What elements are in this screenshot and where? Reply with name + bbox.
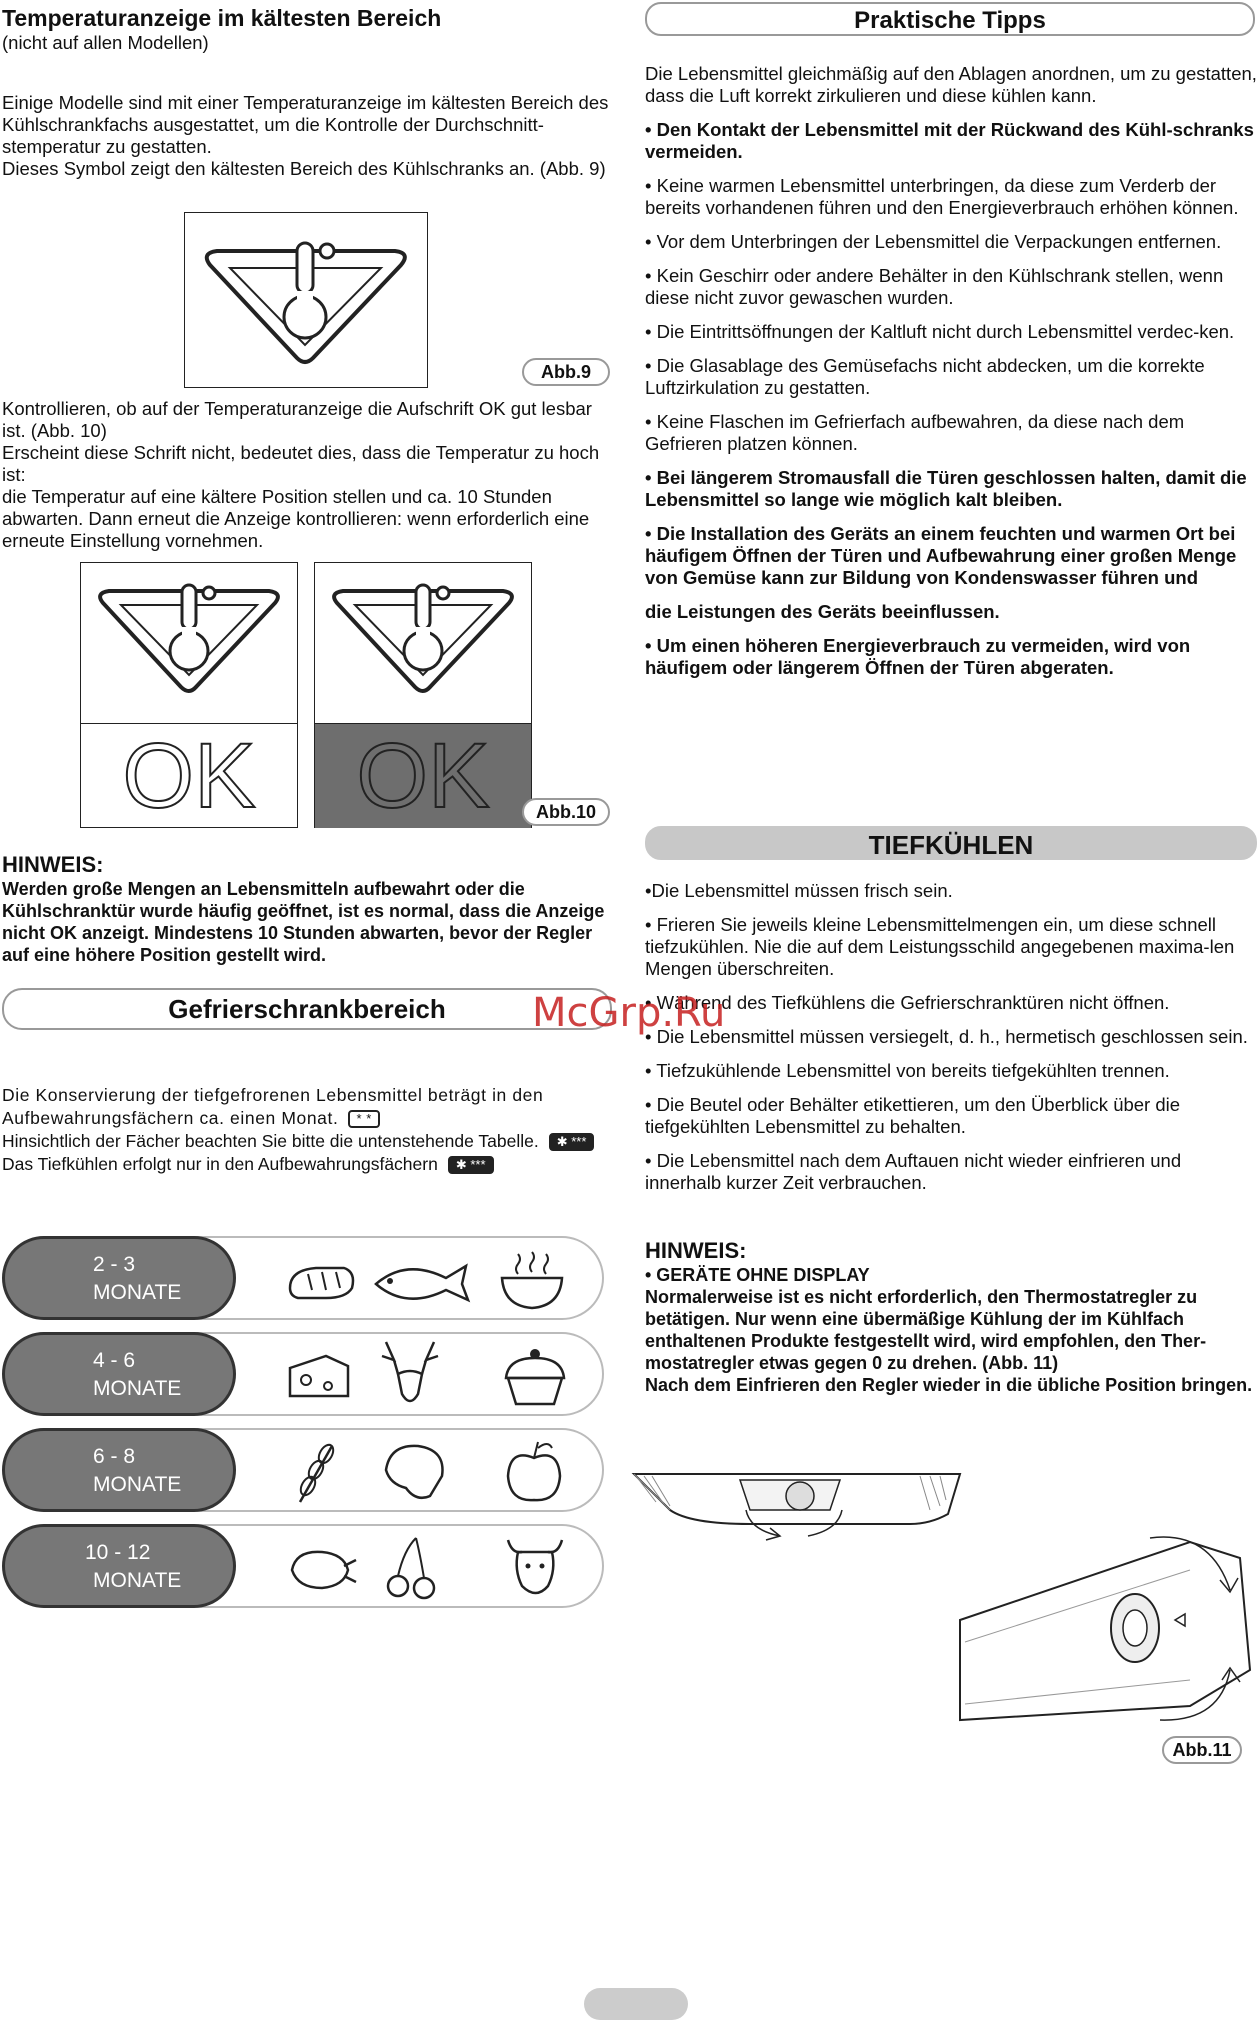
note-body: Normalerweise ist es nicht erforderlich, den Thermostatregler zu betätigen. Nur wenn eine übermäßige Kühlung der im Kühlfach enthaltenen Produkte festgestellt wird, wird empfohlen, den Ther-mostatregler etwas gegen 0 zu drehen. (Abb. 11): [645, 1287, 1207, 1373]
temperature-intro: [2, 92, 614, 180]
freezing-section-header: TIEFKÜHLEN: [645, 826, 1257, 860]
cold-zone-symbol-figure: [184, 212, 428, 388]
freeze-item: • Tiefzukühlende Lebensmittel von bereits tiefgekühlten trennen.: [645, 1060, 1170, 1081]
table-row: [4, 1524, 604, 1608]
four-star-icon: ✱ ***: [549, 1133, 595, 1151]
cherries-icon: [388, 1538, 434, 1598]
freeze-item: •Die Lebensmittel müssen frisch sein.: [645, 880, 953, 901]
cold-zone-icon: [185, 213, 426, 386]
paragraph: die Temperatur auf eine kältere Position stellen und ca. 10 Stunden abwarten. Dann erneut die Anzeige kontrollieren: wenn erforderlich eine erneute Einstellung vornehmen.: [2, 486, 590, 551]
note-box-right: [645, 1238, 1257, 1396]
freeze-item: • Die Lebensmittel müssen versiegelt, d. h., hermetisch geschlossen sein.: [645, 1026, 1248, 1047]
cupcake-icon: [506, 1349, 564, 1404]
paragraph: Erscheint diese Schrift nicht, bedeutet dies, dass die Temperatur zu hoch ist:: [2, 442, 600, 485]
tip-item: • Die Eintrittsöffnungen der Kaltluft nicht durch Lebensmittel verdec-ken.: [645, 321, 1235, 342]
mushroom-icon: [386, 1446, 443, 1498]
check-instructions: [2, 398, 614, 552]
soup-bowl-icon: [502, 1252, 562, 1308]
section-subtitle: (nicht auf allen Modellen): [2, 32, 209, 53]
freezing-list: [645, 880, 1257, 1206]
cold-zone-icon: [81, 563, 296, 723]
thermostat-figure: [630, 1470, 1257, 1740]
note-body: Nach dem Einfrieren den Regler wieder in die übliche Position bringen.: [645, 1375, 1253, 1395]
storage-duration: 10 - 12 MONATE: [2, 1524, 236, 1608]
fish-icon: [376, 1266, 468, 1300]
ok-text-dark: OK: [315, 723, 531, 828]
note-subtitle: • GERÄTE OHNE DISPLAY: [645, 1265, 870, 1285]
note-title: HINWEIS:: [645, 1238, 747, 1263]
section-title: Temperaturanzeige im kältesten Bereich: [2, 5, 442, 31]
page-number-badge: [584, 1988, 688, 2020]
indicator-ok-dark-figure: [314, 562, 532, 828]
figure-label-abb11: Abb.11: [1162, 1736, 1242, 1764]
freeze-item: • Während des Tiefkühlens die Gefrierschranktüren nicht öffnen.: [645, 992, 1170, 1013]
table-row: [4, 1236, 604, 1320]
two-star-icon: * *: [348, 1110, 380, 1128]
tip-item: • Die Glasablage des Gemüsefachs nicht abdecken, um die korrekte Luftzirkulation zu gestatten.: [645, 355, 1205, 398]
note-box: [2, 852, 614, 966]
cheese-icon: [290, 1356, 348, 1396]
tip-item: • Die Installation des Geräts an einem feuchten und warmen Ort bei häufigem Öffnen der Türen und Aufbewahrung einer großen Menge von Gemüse kann zur Bildung von Kondenswasser führen und: [645, 523, 1237, 588]
storage-duration: 2 - 3 MONATE: [2, 1236, 236, 1320]
tip-item: • Keine warmen Lebensmittel unterbringen, da diese zum Verderb der bereits vorhandenen führen und den Energieverbrauch erhöhen können.: [645, 175, 1239, 218]
chicken-icon: [292, 1552, 356, 1588]
note-body: Werden große Mengen an Lebensmitteln aufbewahrt oder die Kühlschranktür wurde häufig geöffnet, ist es normal, dass die Anzeige nicht OK anzeigt. Mindestens 10 Stunden abwarten, bevor der Regler auf eine höhere Position gestellt wird.: [2, 879, 605, 965]
tip-item: • Vor dem Unterbringen der Lebensmittel die Verpackungen entfernen.: [645, 231, 1222, 252]
tip-item: • Keine Flaschen im Gefrierfach aufbewahren, da diese nach dem Gefrieren platzen können.: [645, 411, 1185, 454]
tips-intro: Die Lebensmittel gleichmäßig auf den Ablagen anordnen, um zu gestatten, dass die Luft korrekt zirkulieren und diese kühlen kann.: [645, 63, 1257, 106]
paragraph: Das Tiefkühlen erfolgt nur in den Aufbewahrungsfächern ✱ ***: [2, 1153, 614, 1176]
freeze-item: • Frieren Sie jeweils kleine Lebensmittelmengen ein, um diese schnell tiefzukühlen. Nie die auf dem Leistungsschild angegebenen maxima-len Mengen überschreiten.: [645, 914, 1235, 979]
tips-list: [645, 63, 1257, 691]
apple-icon: [508, 1442, 560, 1500]
figure-label-abb9: Abb.9: [522, 358, 610, 386]
cow-head-icon: [508, 1540, 562, 1593]
storage-time-table: [0, 1236, 612, 1612]
note-title: HINWEIS:: [2, 852, 104, 877]
ok-text-outline: OK: [81, 723, 297, 828]
freeze-item: • Die Beutel oder Behälter etikettieren, um den Überblick über die tiefgekühlten Lebensmittel zu behalten.: [645, 1094, 1181, 1137]
deer-icon: [382, 1342, 438, 1401]
bread-icon: [290, 1268, 353, 1298]
paragraph: Die Konservierung der tiefgefrorenen Lebensmittel beträgt in den Aufbewahrungsfächern ca. einen Monat. * *: [2, 1085, 544, 1128]
table-row: [4, 1428, 604, 1512]
paragraph: Einige Modelle sind mit einer Temperaturanzeige im kältesten Bereich des Kühlschrankfachs ausgestattet, um die Kontrolle der Durchschnitt-stemperatur zu gestatten.: [2, 92, 609, 157]
paragraph: Hinsichtlich der Fächer beachten Sie bitte die untenstehende Tabelle. ✱ ***: [2, 1130, 614, 1153]
tip-item: • Bei längerem Stromausfall die Türen geschlossen halten, damit die Lebensmittel so lange wie möglich kalt bleiben.: [645, 467, 1247, 510]
indicator-ok-figure: [80, 562, 298, 828]
temperature-section: [2, 4, 614, 54]
tip-item: • Kein Geschirr oder andere Behälter in den Kühlschrank stellen, wenn diese nicht zuvor gewaschen wurden.: [645, 265, 1224, 308]
paragraph: Kontrollieren, ob auf der Temperaturanzeige die Aufschrift OK gut lesbar ist. (Abb. 10): [2, 398, 592, 441]
freezer-section-header: Gefrierschrankbereich: [2, 988, 612, 1030]
watermark-text: McGrp.Ru: [532, 990, 726, 1036]
wheat-icon: [298, 1442, 336, 1502]
tip-item: • Den Kontakt der Lebensmittel mit der Rückwand des Kühl-schranks vermeiden.: [645, 119, 1254, 162]
tip-item: die Leistungen des Geräts beeinflussen.: [645, 601, 1000, 622]
four-star-icon: ✱ ***: [448, 1156, 494, 1174]
figure-label-abb10: Abb.10: [522, 798, 610, 826]
paragraph: Dieses Symbol zeigt den kältesten Bereich des Kühlschranks an. (Abb. 9): [2, 158, 606, 179]
freezer-info: [2, 1084, 614, 1176]
freeze-item: • Die Lebensmittel nach dem Auftauen nicht wieder einfrieren und innerhalb kurzer Zeit verbrauchen.: [645, 1150, 1182, 1193]
table-row: [4, 1332, 604, 1416]
cold-zone-icon: [315, 563, 530, 723]
tips-section-header: Praktische Tipps: [645, 2, 1255, 36]
tip-item: • Um einen höheren Energieverbrauch zu vermeiden, wird von häufigem oder längerem Öffnen der Türen abgeraten.: [645, 635, 1191, 678]
storage-duration: 4 - 6 MONATE: [2, 1332, 236, 1416]
storage-duration: 6 - 8 MONATE: [2, 1428, 236, 1512]
thermostat-illustration: [630, 1470, 1257, 1740]
